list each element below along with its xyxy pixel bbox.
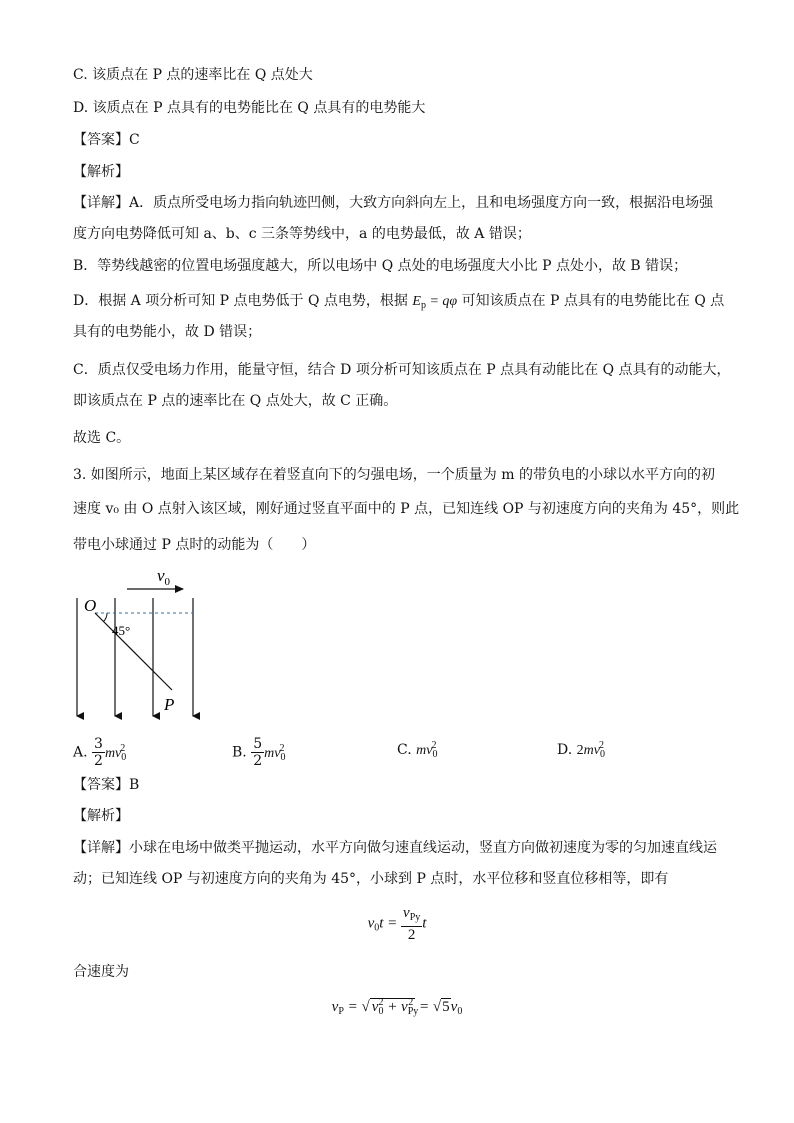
fraction: [92, 736, 105, 769]
detail-paragraph: 度方向电势降低可知 a、b、c 三条等势线中，a 的电势最低，故 A 错误；: [73, 226, 531, 242]
formula-subscript: p: [420, 300, 426, 311]
electric-field-figure: [60, 560, 220, 730]
fraction-denominator: 2: [253, 753, 263, 769]
angle-label: 45°: [112, 623, 131, 638]
expr-text: mv: [583, 743, 600, 758]
op-line: [95, 613, 172, 690]
expr-sup: 2: [431, 740, 437, 751]
option-letter: B.: [232, 744, 247, 761]
option-b: [232, 736, 284, 769]
formula-symbol: E: [412, 294, 421, 309]
detail-paragraph: 即该质点在 P 点的速率比在 Q 点处大，故 C 正确。: [73, 393, 398, 409]
expr-text: mv: [264, 745, 281, 761]
expr-text: mv: [416, 743, 433, 758]
option-expression: [264, 742, 286, 763]
option-expression: [576, 740, 605, 760]
detail-paragraph: 【详解】小球在电场中做类平抛运动，水平方向做匀速直线运动，竖直方向做初速度为零的匀加速直线运: [73, 840, 717, 856]
conclusion-text: 故选 C。: [73, 430, 131, 446]
fraction-denominator: 2: [94, 753, 103, 769]
analysis-label: 【解析】: [73, 808, 129, 824]
option-letter: C.: [397, 742, 412, 758]
option-d: [557, 740, 604, 760]
fraction-numerator: 3: [94, 736, 103, 752]
potential-energy-formula: [412, 294, 457, 309]
option-letter: A.: [73, 744, 88, 761]
detail-paragraph: B．等势线越密的位置电场强度越大，所以电场中 Q 点处的电场强度大小比 P 点处小，故 B 错误；: [73, 258, 688, 274]
detail-paragraph: 【详解】A．质点所受电场力指向轨迹凹侧，大致方向斜向左上，且和电场强度方向一致，根据沿电场强: [73, 195, 714, 211]
expr-sub: 0: [432, 749, 438, 760]
detail-paragraph: C．质点仅受电场力作用，能量守恒，结合 D 项分析可知该质点在 P 点具有动能比在 Q 点具有的动能大，: [73, 362, 731, 378]
fraction: [251, 736, 264, 769]
answer-label: 【答案】C: [73, 132, 140, 148]
detail-text: D．根据 A 项分析可知 P 点电势低于 Q 点电势，根据: [73, 293, 413, 309]
detail-paragraph: 具有的电势能小，故 D 错误；: [73, 324, 262, 340]
origin-label: O: [84, 596, 97, 615]
option-expression: [416, 740, 438, 760]
velocity-label: $v_0$: [157, 566, 171, 588]
expr-sup: 2: [598, 740, 604, 751]
resultant-velocity-label: 合速度为: [73, 964, 129, 980]
option-c-text: C. 该质点在 P 点的速率比在 Q 点处大: [73, 67, 313, 83]
point-label: P: [164, 695, 175, 714]
fraction-numerator: 5: [253, 736, 263, 752]
option-expression: [104, 742, 127, 763]
expr-sup: 2: [279, 742, 285, 754]
analysis-label: 【解析】: [73, 164, 129, 180]
expr-sup: 2: [120, 742, 126, 754]
equation-resultant-velocity: $v_P$ = √ $v_0^2 + v_{Py}^2 = √5v_0$: [331, 997, 463, 1017]
expr-coef: 2: [576, 743, 584, 758]
option-c: [397, 740, 436, 760]
answer-label: 【答案】B: [73, 777, 140, 793]
expr-sub: 0: [121, 751, 127, 763]
question-stem: 带电小球通过 P 点时的动能为（ ）: [73, 537, 316, 553]
detail-paragraph: 动；已知连线 OP 与初速度方向的夹角为 45°，小球到 P 点时，水平位移和竖直位移相等，即有: [73, 871, 669, 887]
formula-rest: = qφ: [425, 294, 458, 309]
expr-text: mv: [104, 745, 122, 761]
expr-sub: 0: [599, 749, 605, 760]
expr-sub: 0: [280, 751, 286, 763]
question-stem: 速度 v₀ 由 O 点射入该区域，刚好通过竖直平面中的 P 点，已知连线 OP 与初速度方向的夹角为 45°，则此: [73, 501, 740, 517]
detail-text: 可知该质点在 P 点具有的电势能比在 Q 点: [457, 293, 725, 309]
option-a: [73, 736, 125, 769]
detail-paragraph: [73, 291, 724, 316]
option-letter: D.: [557, 742, 573, 758]
equation-displacement: $v_0t$ = $\frac{v_{Py}}{2}$ t: [367, 905, 427, 943]
question-stem: 3. 如图所示，地面上某区域存在着竖直向下的匀强电场，一个质量为 m 的带负电的小球以水平方向的初: [73, 467, 715, 483]
option-d-text: D. 该质点在 P 点具有的电势能比在 Q 点具有的电势能大: [73, 100, 426, 116]
angle-arc: [104, 613, 108, 622]
